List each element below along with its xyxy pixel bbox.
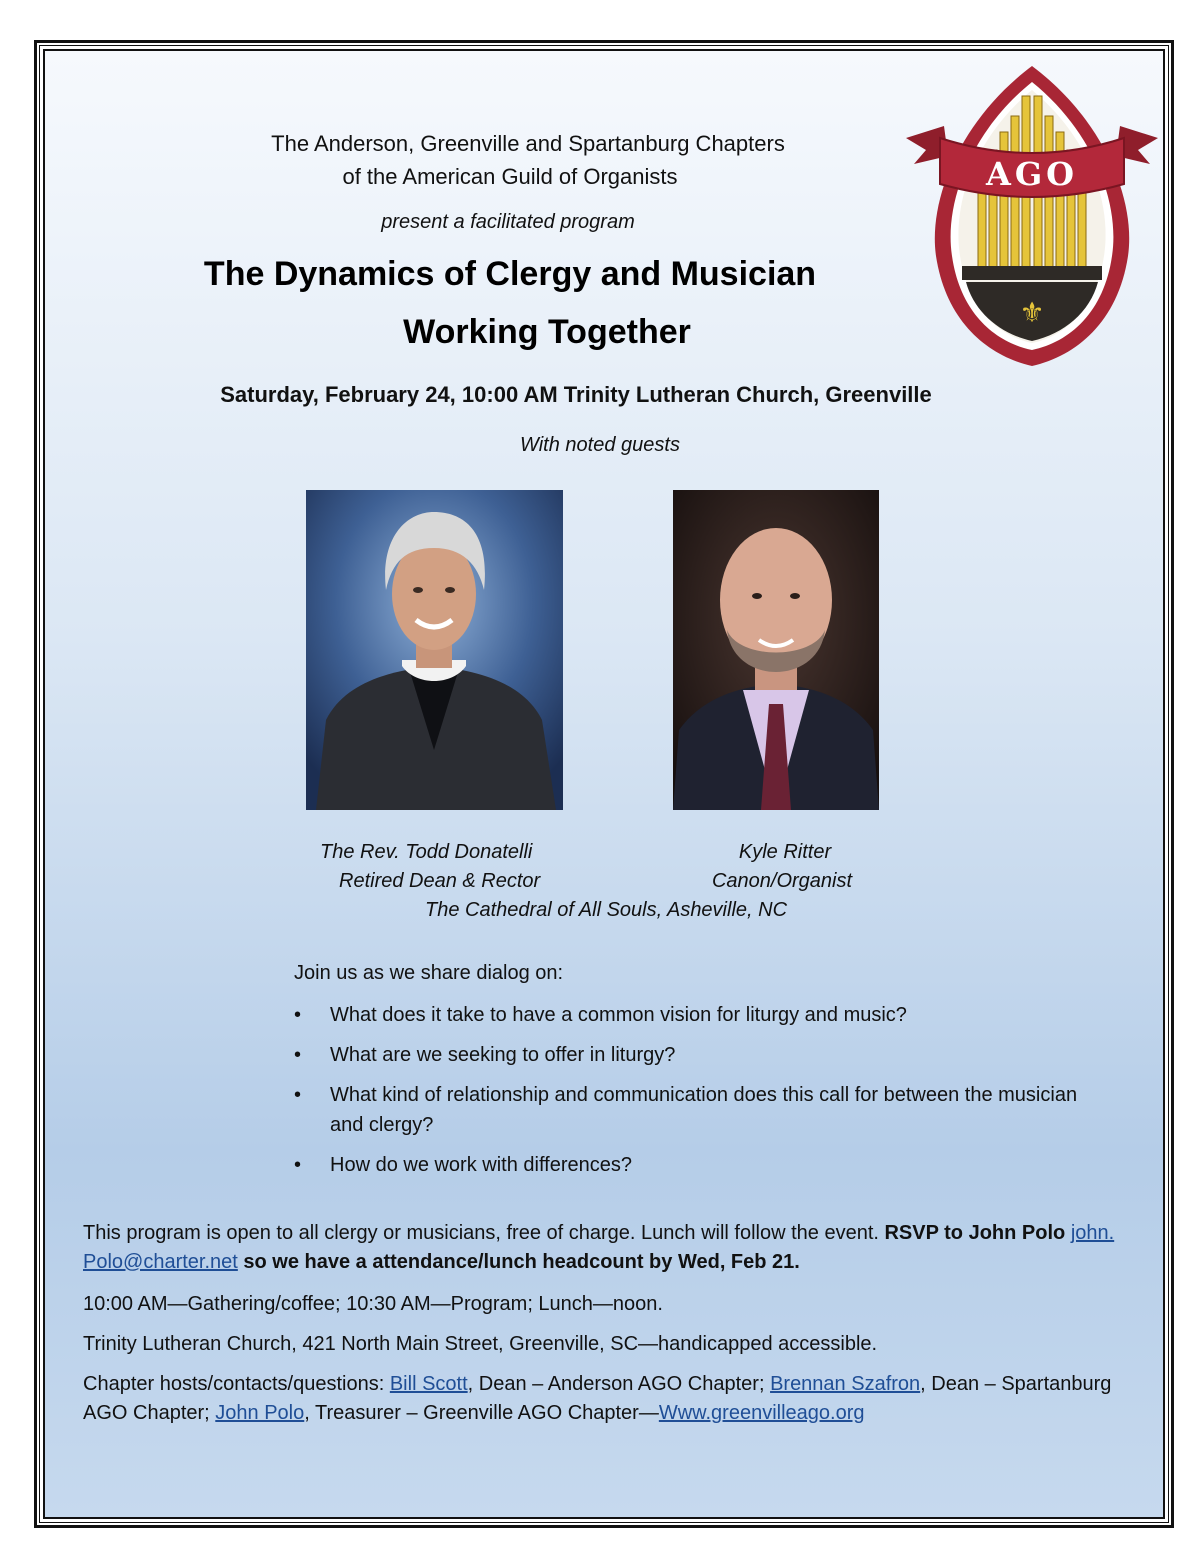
ago-logo: [904, 60, 1160, 370]
photo-todd-donatelli: [306, 490, 563, 810]
list-item: [292, 1080, 1092, 1140]
list-item: [292, 1040, 1092, 1070]
contacts-paragraph: [83, 1370, 1123, 1428]
logo-text: AGO: [985, 155, 1079, 193]
venue: The Cathedral of All Souls, Asheville, NC: [425, 899, 788, 921]
bullet-icon: •: [294, 1044, 302, 1066]
bullet-icon: •: [294, 1154, 302, 1176]
contact-bill-scott-link[interactable]: Bill Scott: [389, 1373, 468, 1395]
contacts-label: Chapter hosts/contacts/questions:: [83, 1373, 390, 1395]
website-link[interactable]: Www.greenvilleago.org: [658, 1402, 865, 1424]
topic-text: What are we seeking to offer in liturgy?: [330, 1044, 676, 1066]
title-line-1: The Dynamics of Clergy and Musician: [203, 255, 817, 293]
contact-john-polo-link[interactable]: John Polo: [215, 1402, 305, 1424]
details-text: This program is open to all clergy or musicians, free of charge. Lunch will follow the event.: [83, 1222, 885, 1244]
guests-intro: With noted guests: [520, 434, 680, 456]
contact-brennan-szafron-link[interactable]: Brennan Szafron: [770, 1373, 921, 1395]
presents-line: present a facilitated program: [381, 211, 635, 233]
topic-text: How do we work with differences?: [330, 1154, 632, 1176]
dialog-intro: Join us as we share dialog on:: [294, 962, 564, 984]
contact-role: , Treasurer – Greenville AGO Chapter—: [304, 1402, 659, 1424]
fleur-de-lis-icon: ⚜: [1019, 296, 1045, 329]
title-line-2: Working Together: [403, 313, 691, 351]
header-line-2: of the American Guild of Organists: [342, 164, 678, 189]
bullet-icon: •: [294, 1084, 302, 1106]
guest2-role: Canon/Organist: [711, 870, 853, 892]
address: Trinity Lutheran Church, 421 North Main Street, Greenville, SC—handicapped accessible.: [83, 1333, 878, 1355]
topic-text: What does it take to have a common vision for liturgy and music?: [330, 1004, 907, 1026]
contact-role: , Dean – Spartanburg AGO Chapter;: [83, 1373, 1112, 1424]
photo-kyle-ritter: [673, 490, 879, 810]
schedule: 10:00 AM—Gathering/coffee; 10:30 AM—Program; Lunch—noon.: [83, 1293, 663, 1315]
details-paragraph: [83, 1219, 1123, 1277]
logo-band: [962, 266, 1102, 280]
rsvp-deadline: so we have a attendance/lunch headcount by Wed, Feb 21.: [243, 1251, 800, 1273]
contact-role: , Dean – Anderson AGO Chapter;: [467, 1373, 771, 1395]
rsvp-label: RSVP to John Polo: [884, 1222, 1066, 1244]
list-item: [292, 1000, 1092, 1030]
header-line-1: The Anderson, Greenville and Spartanburg Chapters: [271, 131, 785, 156]
rsvp-email-link[interactable]: john. Polo@charter.net: [83, 1222, 1115, 1273]
guest1-name: The Rev. Todd Donatelli: [320, 841, 533, 863]
list-item: [292, 1150, 1092, 1180]
topic-text: What kind of relationship and communication does this call for between the musician and clergy?: [330, 1084, 1078, 1136]
event-datetime-location: Saturday, February 24, 10:00 AM Trinity Lutheran Church, Greenville: [220, 382, 932, 407]
guest1-role: Retired Dean & Rector: [339, 870, 541, 892]
topic-list: [292, 1000, 1092, 1190]
guest2-name: Kyle Ritter: [738, 841, 832, 863]
bullet-icon: •: [294, 1004, 302, 1026]
portrait-clergy-image: [306, 490, 563, 810]
portrait-musician-image: [673, 490, 879, 810]
